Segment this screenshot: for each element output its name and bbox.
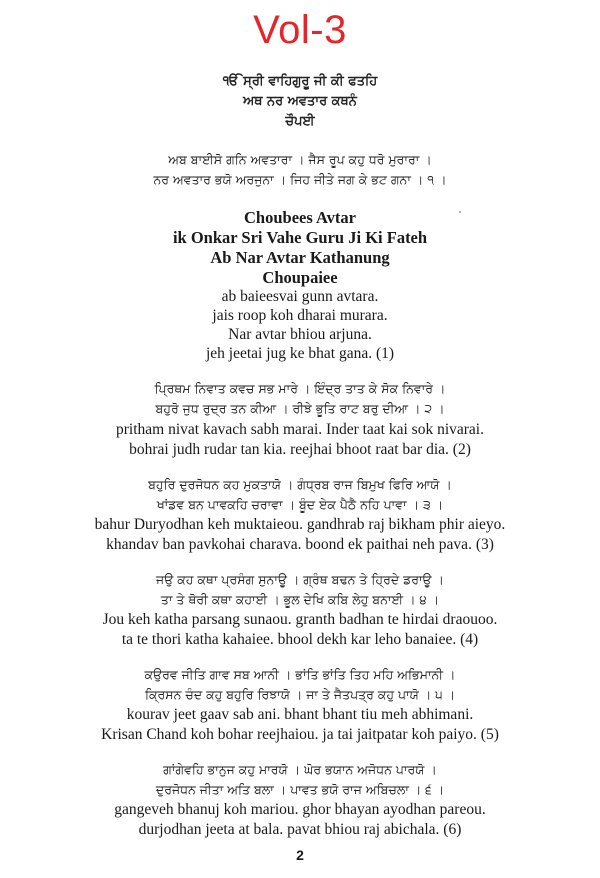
translit-heading: Ab Nar Avtar Kathanung [210,248,390,267]
gurmukhi-verse-line: ਤਾ ਤੇ ਥੋਰੀ ਕਥਾ ਕਹਾਈ । ਭੂਲ ਦੇਖਿ ਕਬਿ ਲੇਹੁ ਬਨਾਈ । ੪ । [160,592,440,607]
translit-verse-line: bohrai judh rudar tan kia. reejhai bhoot raat bar dia. (2) [129,441,471,458]
gurmukhi-verse-line: ਗਾਂਗੇਵਹਿ ਭਾਨੁਜ ਕਹੁ ਮਾਰਯੋ । ਘੋਰ ਭਯਾਨ ਅਜੋਧਨ ਪਾਰਯੋ । [163,762,437,777]
gurmukhi-verse-line: ਖਾਂਡਵ ਬਨ ਪਾਵਕਹਿ ਚਰਾਵਾ । ਬੂੰਦ ਏਕ ਪੈਠੈ ਨਹਿ ਪਾਵਾ । ੩ । [156,497,444,512]
translit-heading: ik Onkar Sri Vahe Guru Ji Ki Fateh [172,228,428,247]
invocation-line: ਅਥ ਨਰ ਅਵਤਾਰ ਕਥਨੰ [243,94,357,109]
translit-heading: Choubees Avtar [244,208,356,227]
gurmukhi-verse-line: ਜਉ ਕਹ ਕਥਾ ਪ੍ਰਸੰਗ ਸੁਨਾਊ । ਗ੍ਰੰਥ ਬਢਨ ਤੇ ਹ੍ਰਿਦੇ ਡਰਾਊ । [156,572,444,587]
invocation-line: ਚੌਪਈ [285,114,315,129]
translit-verse-line: pritham nivat kavach sabh marai. Inder taat kai sok nivarai. [116,421,484,438]
gurmukhi-verse-line: ਕ੍ਰਿਸਨ ਚੰਦ ਕਹੁ ਬਹੁਰਿ ਰਿਝਾਯੋ । ਜਾ ਤੇ ਜੈਤਪਤ੍ਰ ਕਹੁ ਪਾਯੋ । ੫ । [145,687,455,702]
translit-heading: Choupaiee [262,268,338,287]
translit-verse-line: ta te thori katha kahaiee. bhool dekh kar leho banaiee. (4) [121,631,479,648]
translit-verse-line: jais roop koh dharai murara. [212,307,388,324]
translit-verse-line: bahur Duryodhan keh muktaieou. gandhrab raj bikham phir aieyo. [94,516,506,533]
translit-verse-line: durjodhan jeeta at bala. pavat bhiou raj abichala. (6) [138,821,462,838]
page-number: 2 [296,847,304,863]
invocation-line: ੴ ਸ੍ਰੀ ਵਾਹਿਗੁਰੂ ਜੀ ਕੀ ਫਤਹਿ [222,74,378,89]
gurmukhi-verse-line: ਦੁਰਜੋਧਨ ਜੀਤਾ ਅਤਿ ਬਲਾ । ਪਾਵਤ ਭਯੋ ਰਾਜ ਅਬਿਚਲਾ । ੬ । [155,782,445,797]
gurmukhi-verse-line: ਬਹੁਰਿ ਦੁਰਜੋਧਨ ਕਹ ਮੁਕਤਾਯੋ । ਗੰਧ੍ਰਬ ਰਾਜ ਬਿਮੁਖ ਫਿਰਿ ਆਯੋ । [148,477,452,492]
scan-speck [459,211,461,213]
translit-verse-line: Krisan Chand koh bohar reejhaiou. ja tai jaitpatar koh paiyo. (5) [101,726,499,743]
gurmukhi-verse-line: ਅਬ ਬਾਈਸੋ ਗਨਿ ਅਵਤਾਰਾ । ਜੈਸ ਰੂਪ ਕਹੁ ਧਰੋ ਮੁਰਾਰਾ । [168,152,432,167]
gurmukhi-verse-line: ਬਹੁਰੋ ਜੁਧ ਰੁਦ੍ਰ ਤਨ ਕੀਆ । ਰੀਝੇ ਭੂਤਿ ਰਾਟ ਬਰੁ ਦੀਆ । ੨ । [155,401,445,416]
translit-verse-line: kourav jeet gaav sab ani. bhant bhant tiu meh abhimani. [126,706,474,723]
gurmukhi-verse-line: ਨਰ ਅਵਤਾਰ ਭਯੋ ਅਰਜੁਨਾ । ਜਿਹ ਜੀਤੇ ਜਗ ਕੇ ਭਟ ਗਨਾ । ੧ । [153,172,447,187]
gurmukhi-verse-line: ਪ੍ਰਿਥਮ ਨਿਵਾਤ ਕਵਚ ਸਭ ਮਾਰੇ । ਇੰਦ੍ਰ ਤਾਤ ਕੇ ਸੋਕ ਨਿਵਾਰੇ । [154,381,446,396]
translit-verse-line: jeh jeetai jug ke bhat gana. (1) [205,345,395,362]
translit-verse-line: gangeveh bhanuj koh mariou. ghor bhayan ayodhan pareou. [114,801,486,818]
gurmukhi-verse-line: ਕਉਰਵ ਜੀਤਿ ਗਾਵ ਸਬ ਆਨੀ । ਭਾਂਤਿ ਭਾਂਤਿ ਤਿਹ ਮਹਿ ਅਭਿਮਾਨੀ । [144,667,456,682]
translit-verse-line: Jou keh katha parsang sunaou. granth badhan te hirdai draouoo. [102,611,498,628]
translit-verse-line: khandav ban pavkohai charava. boond ek paithai neh pava. (3) [106,536,494,553]
translit-verse-line: ab baieesvai gunn avtara. [221,288,379,305]
translit-verse-line: Nar avtar bhiou arjuna. [228,326,372,343]
volume-title: Vol-3 [253,8,347,52]
